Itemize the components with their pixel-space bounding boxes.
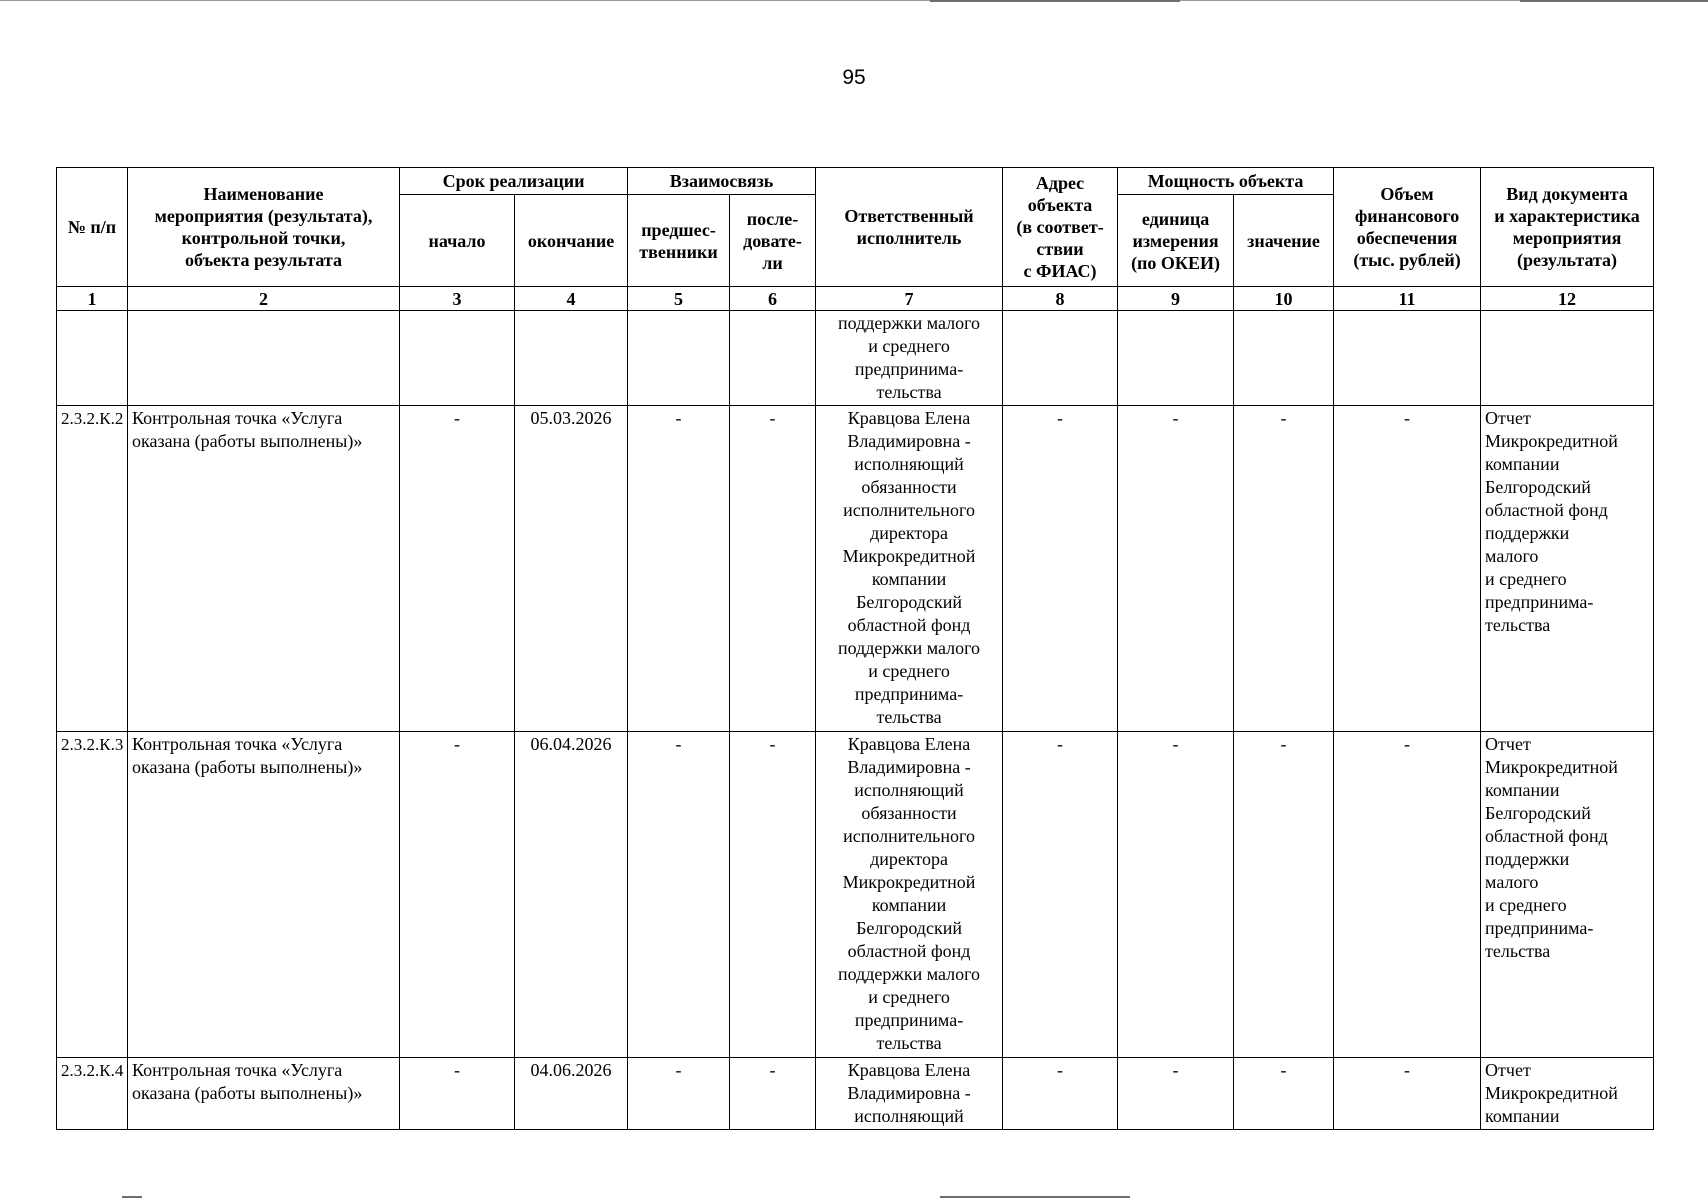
scan-edge-line (1520, 0, 1708, 2)
cell-no: 2.3.2.К.2 (57, 406, 128, 732)
scan-edge-line (940, 1196, 1130, 1198)
cell-no: 2.3.2.К.3 (57, 732, 128, 1058)
header-successors: после- довате- ли (730, 195, 816, 287)
cell-doctype: Отчет Микрокредитной компании (1481, 1058, 1654, 1130)
cell-successors: - (730, 1058, 816, 1130)
cell-predecessors: - (628, 406, 730, 732)
cell-doctype: Отчет Микрокредитной компании Белгородский областной фонд поддержки малого и среднего предпринима- тельства (1481, 406, 1654, 732)
scan-edge-line (0, 0, 1708, 1)
cell-start: - (400, 406, 515, 732)
cell-name: Контрольная точка «Услуга оказана (работы выполнены)» (128, 1058, 400, 1130)
header-executor: Ответственный исполнитель (816, 168, 1003, 287)
column-numbers-row (57, 287, 1654, 311)
page-number: 95 (842, 66, 866, 89)
header-row-1 (57, 168, 1654, 195)
cell-name: Контрольная точка «Услуга оказана (работы выполнены)» (128, 732, 400, 1058)
column-number: 7 (816, 287, 1003, 311)
column-number: 12 (1481, 287, 1654, 311)
header-end: окончание (515, 195, 628, 287)
cell-executor: Кравцова Елена Владимировна - исполняющий (816, 1058, 1003, 1130)
cell-value: - (1234, 1058, 1334, 1130)
cell-start: - (400, 1058, 515, 1130)
cell-end: 05.03.2026 (515, 406, 628, 732)
cell-predecessors: - (628, 1058, 730, 1130)
cell-end: 04.06.2026 (515, 1058, 628, 1130)
header-name: Наименование мероприятия (результата), контрольной точки, объекта результата (128, 168, 400, 287)
table-row (57, 1058, 1654, 1130)
column-number: 3 (400, 287, 515, 311)
header-no: № п/п (57, 168, 128, 287)
cell-finance: - (1334, 406, 1481, 732)
cell-finance: - (1334, 732, 1481, 1058)
cell-value: - (1234, 406, 1334, 732)
column-number: 5 (628, 287, 730, 311)
cell-start: - (400, 732, 515, 1058)
cell-no: 2.3.2.К.4 (57, 1058, 128, 1130)
cell-unit: - (1118, 732, 1234, 1058)
cell-executor: Кравцова Елена Владимировна - исполняющий обязанности исполнительного директора Микрокредитной компании Белгородский областной фонд поддержки малого и среднего предпринима- тельства (816, 732, 1003, 1058)
column-number: 11 (1334, 287, 1481, 311)
cell-successors: - (730, 406, 816, 732)
cell-predecessors: - (628, 732, 730, 1058)
cell-doctype: Отчет Микрокредитной компании Белгородский областной фонд поддержки малого и среднего предпринима- тельства (1481, 732, 1654, 1058)
header-term: Срок реализации (400, 168, 628, 195)
cell-value: - (1234, 732, 1334, 1058)
header-start: начало (400, 195, 515, 287)
cell-unit: - (1118, 1058, 1234, 1130)
cell-address: - (1003, 406, 1118, 732)
cell-successors: - (730, 732, 816, 1058)
header-relation: Взаимосвязь (628, 168, 816, 195)
cell-address: - (1003, 732, 1118, 1058)
column-number: 4 (515, 287, 628, 311)
cell-address: - (1003, 1058, 1118, 1130)
scan-edge-line (930, 0, 1180, 2)
header-finance: Объем финансового обеспечения (тыс. рублей) (1334, 168, 1481, 287)
cell-executor: Кравцова Елена Владимировна - исполняющий обязанности исполнительного директора Микрокредитной компании Белгородский областной фонд поддержки малого и среднего предпринима- тельства (816, 406, 1003, 732)
column-number: 2 (128, 287, 400, 311)
column-number: 9 (1118, 287, 1234, 311)
column-number: 10 (1234, 287, 1334, 311)
column-number: 1 (57, 287, 128, 311)
header-address: Адрес объекта (в соответ- ствии с ФИАС) (1003, 168, 1118, 287)
scan-edge-line (122, 1196, 142, 1198)
column-number: 8 (1003, 287, 1118, 311)
cell-end: 06.04.2026 (515, 732, 628, 1058)
continuation-row (57, 311, 1654, 406)
column-number: 6 (730, 287, 816, 311)
activity-table (56, 167, 1654, 1130)
table-row (57, 406, 1654, 732)
header-doctype: Вид документа и характеристика мероприятия (результата) (1481, 168, 1654, 287)
cell-unit: - (1118, 406, 1234, 732)
header-unit: единица измерения (по ОКЕИ) (1118, 195, 1234, 287)
cell-executor: поддержки малого и среднего предпринима- тельства (816, 311, 1003, 406)
header-capacity: Мощность объекта (1118, 168, 1334, 195)
table-row (57, 732, 1654, 1058)
cell-finance: - (1334, 1058, 1481, 1130)
header-predecessors: предшес- твенники (628, 195, 730, 287)
header-value: значение (1234, 195, 1334, 287)
cell-name: Контрольная точка «Услуга оказана (работы выполнены)» (128, 406, 400, 732)
